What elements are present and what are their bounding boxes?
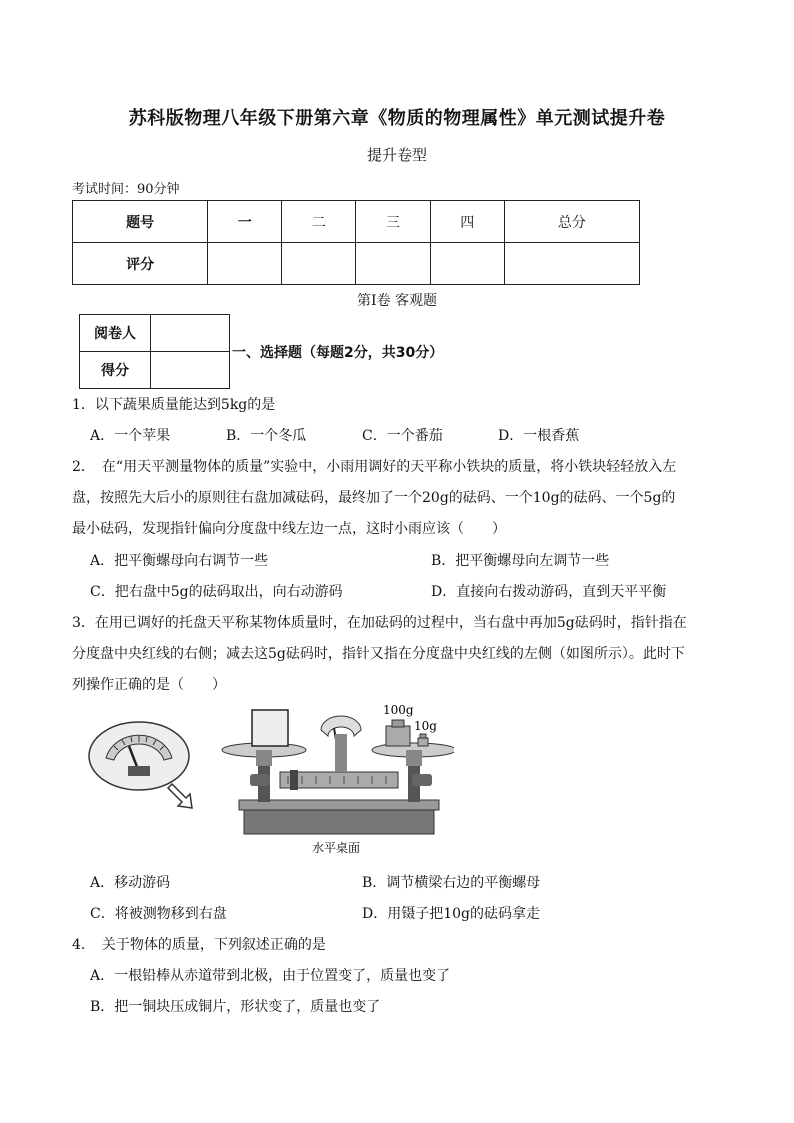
weight-label-100g: 100g (383, 703, 414, 717)
question-3-option-c[interactable]: C．将被测物移到右盘 (90, 906, 227, 922)
balance-figure (84, 700, 454, 860)
section-title: 一、选择题（每题2分，共30分） (232, 345, 444, 361)
score-label: 得分 (80, 352, 151, 389)
magnified-dial-icon (89, 722, 189, 790)
score-header-cell: 三 (356, 201, 430, 243)
score-table-header-row (73, 201, 640, 243)
question-3-line-3: 列操作正确的是（ ） (72, 677, 226, 693)
question-1-option-d[interactable]: D．一根香蕉 (498, 428, 580, 444)
grader-table (79, 314, 230, 389)
volume-title: 第Ⅰ卷 客观题 (357, 293, 437, 309)
score-table-score-row (73, 243, 640, 285)
score-header-cell: 题号 (73, 201, 208, 243)
score-header-cell: 一 (208, 201, 282, 243)
question-1-option-a[interactable]: A．一个苹果 (90, 428, 171, 444)
question-1-option-c[interactable]: C．一个番茄 (362, 428, 443, 444)
reviewer-cell[interactable] (151, 315, 230, 352)
question-2-option-c[interactable]: C．把右盘中5g的砝码取出，向右动游码 (90, 584, 343, 600)
score-cell[interactable] (282, 243, 356, 285)
figure-caption: 水平桌面 (312, 841, 361, 855)
question-1-option-b[interactable]: B．一个冬瓜 (226, 428, 307, 444)
question-2-option-a[interactable]: A．把平衡螺母向右调节一些 (90, 553, 269, 569)
question-1-text: 1．以下蔬果质量能达到5kg的是 (72, 397, 276, 413)
score-cell[interactable] (430, 243, 504, 285)
question-2-line-3: 最小砝码，发现指针偏向分度盘中线左边一点，这时小雨应该（ ） (72, 521, 506, 537)
question-4-option-b[interactable]: B．把一铜块压成铜片，形状变了，质量也变了 (90, 999, 381, 1015)
question-3-line-2: 分度盘中央红线的右侧；减去这5g砝码时，指针又指在分度盘中央红线的左侧（如图所示）。此时下 (72, 646, 685, 662)
reviewer-label: 阅卷人 (80, 315, 151, 352)
question-3-option-a[interactable]: A．移动游码 (90, 875, 171, 891)
question-2-option-b[interactable]: B．把平衡螺母向左调节一些 (431, 553, 610, 569)
score-cell[interactable] (504, 243, 639, 285)
question-4-text: 4． 关于物体的质量，下列叙述正确的是 (72, 937, 326, 953)
score-row-label: 评分 (73, 243, 208, 285)
arrow-icon (168, 784, 192, 808)
weight-label-10g: 10g (414, 719, 437, 733)
score-cell[interactable] (208, 243, 282, 285)
document-title: 苏科版物理八年级下册第六章《物质的物理属性》单元测试提升卷 (128, 108, 666, 129)
score-header-cell: 总分 (504, 201, 639, 243)
question-2-line-1: 2． 在“用天平测量物体的质量”实验中，小雨用调好的天平称小铁块的质量，将小铁块轻轻放入左 (72, 459, 677, 475)
question-3-option-b[interactable]: B．调节横梁右边的平衡螺母 (362, 875, 541, 891)
question-2-option-d[interactable]: D．直接向右拨动游码，直到天平平衡 (431, 584, 667, 600)
score-entry-cell[interactable] (151, 352, 230, 389)
question-2-line-2: 盘，按照先大后小的原则往右盘加减砝码，最终加了一个20g的砝码、一个10g的砝码、一个5g的 (72, 490, 676, 506)
score-cell[interactable] (356, 243, 430, 285)
score-header-cell: 四 (430, 201, 504, 243)
question-3-line-1: 3．在用已调好的托盘天平称某物体质量时，在加砝码的过程中，当右盘中再加5g砝码时，指针指在 (72, 615, 687, 631)
exam-time: 考试时间：90分钟 (72, 182, 180, 197)
document-subtitle: 提升卷型 (366, 146, 427, 164)
question-3-option-d[interactable]: D．用镊子把10g的砝码拿走 (362, 906, 541, 922)
question-4-option-a[interactable]: A．一根铅棒从赤道带到北极，由于位置变了，质量也变了 (90, 968, 451, 984)
score-header-cell: 二 (282, 201, 356, 243)
score-table (72, 200, 640, 285)
